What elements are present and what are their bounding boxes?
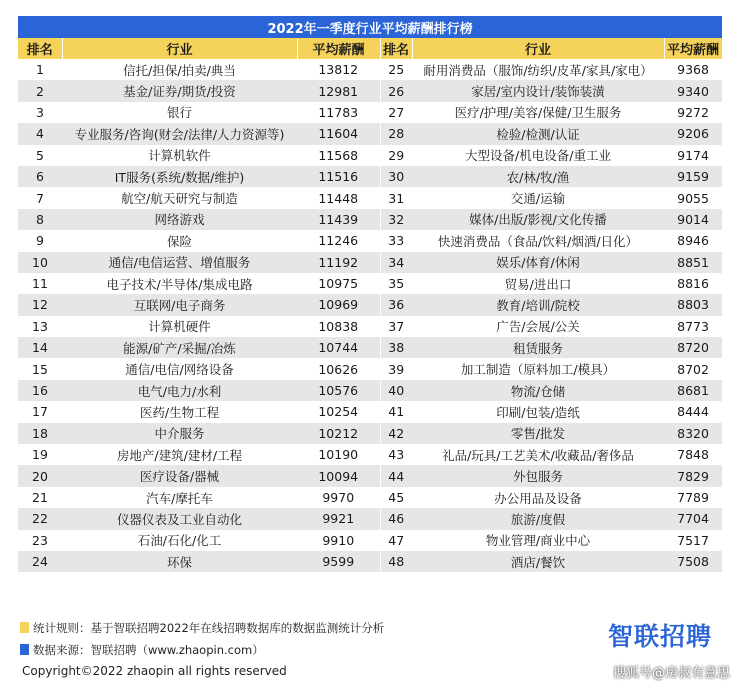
- table-row: [18, 187, 722, 208]
- left-rank-cell: 24: [18, 551, 62, 572]
- right-rank-cell: 28: [380, 123, 412, 144]
- right-salary-cell: 8320: [664, 423, 722, 444]
- left-industry-cell: 中介服务: [62, 423, 297, 444]
- left-industry-cell: 专业服务/咨询(财会/法律/人力资源等): [62, 123, 297, 144]
- left-rank-cell: 16: [18, 380, 62, 401]
- left-industry-cell: 房地产/建筑/建材/工程: [62, 444, 297, 465]
- right-rank-cell: 40: [380, 380, 412, 401]
- left-industry-cell: 环保: [62, 551, 297, 572]
- header-salary-right: 平均薪酬: [664, 38, 722, 59]
- left-salary-cell: 11783: [297, 102, 380, 123]
- right-rank-cell: 27: [380, 102, 412, 123]
- header-rank-left: 排名: [18, 38, 62, 59]
- left-salary-cell: 10212: [297, 423, 380, 444]
- watermark-text: 搜狐号@房叔有意思: [612, 666, 730, 681]
- table-title: 2022年一季度行业平均薪酬排行榜: [18, 16, 722, 38]
- right-industry-cell: 耐用消费品（服饰/纺织/皮革/家具/家电）: [412, 59, 664, 80]
- left-rank-cell: 7: [18, 187, 62, 208]
- table-body: [18, 59, 722, 572]
- right-industry-cell: 办公用品及设备: [412, 487, 664, 508]
- table-header-row: [18, 38, 722, 59]
- table-row: [18, 80, 722, 101]
- salary-ranking-table: [18, 16, 723, 572]
- left-rank-cell: 23: [18, 530, 62, 551]
- right-industry-cell: 教育/培训/院校: [412, 294, 664, 315]
- right-rank-cell: 35: [380, 273, 412, 294]
- left-salary-cell: 10744: [297, 337, 380, 358]
- left-rank-cell: 1: [18, 59, 62, 80]
- right-rank-cell: 41: [380, 401, 412, 422]
- table-row: [18, 209, 722, 230]
- left-industry-cell: 电气/电力/水利: [62, 380, 297, 401]
- table-row: [18, 102, 722, 123]
- right-industry-cell: 媒体/出版/影视/文化传播: [412, 209, 664, 230]
- source-note: [20, 642, 264, 658]
- table-row: [18, 252, 722, 273]
- left-industry-cell: 石油/石化/化工: [62, 530, 297, 551]
- right-rank-cell: 33: [380, 230, 412, 251]
- left-salary-cell: 10190: [297, 444, 380, 465]
- left-industry-cell: 电子技术/半导体/集成电路: [62, 273, 297, 294]
- left-salary-cell: 11604: [297, 123, 380, 144]
- right-salary-cell: 7829: [664, 465, 722, 486]
- right-rank-cell: 37: [380, 316, 412, 337]
- left-industry-cell: 网络游戏: [62, 209, 297, 230]
- right-rank-cell: 31: [380, 187, 412, 208]
- rule-marker: [20, 622, 29, 633]
- header-industry-left: 行业: [62, 38, 297, 59]
- left-salary-cell: 9599: [297, 551, 380, 572]
- table-row: [18, 487, 722, 508]
- table-row: [18, 316, 722, 337]
- rule-note: [20, 620, 384, 636]
- right-rank-cell: 38: [380, 337, 412, 358]
- left-industry-cell: IT服务(系统/数据/维护): [62, 166, 297, 187]
- right-industry-cell: 医疗/护理/美容/保健/卫生服务: [412, 102, 664, 123]
- right-industry-cell: 加工制造（原料加工/模具）: [412, 358, 664, 379]
- table-row: [18, 508, 722, 529]
- left-salary-cell: 9921: [297, 508, 380, 529]
- table-row: [18, 145, 722, 166]
- right-rank-cell: 48: [380, 551, 412, 572]
- right-salary-cell: 7789: [664, 487, 722, 508]
- right-salary-cell: 9340: [664, 80, 722, 101]
- right-salary-cell: 9174: [664, 145, 722, 166]
- table-row: [18, 551, 722, 572]
- copyright-text: Copyright©2022 zhaopin all rights reserved: [22, 664, 287, 678]
- left-salary-cell: 10094: [297, 465, 380, 486]
- table-row: [18, 230, 722, 251]
- right-rank-cell: 42: [380, 423, 412, 444]
- right-industry-cell: 印刷/包装/造纸: [412, 401, 664, 422]
- right-industry-cell: 物业管理/商业中心: [412, 530, 664, 551]
- right-salary-cell: 9206: [664, 123, 722, 144]
- table-row: [18, 273, 722, 294]
- right-industry-cell: 检验/检测/认证: [412, 123, 664, 144]
- left-rank-cell: 19: [18, 444, 62, 465]
- right-industry-cell: 租赁服务: [412, 337, 664, 358]
- left-industry-cell: 银行: [62, 102, 297, 123]
- right-rank-cell: 44: [380, 465, 412, 486]
- right-salary-cell: 8946: [664, 230, 722, 251]
- right-rank-cell: 45: [380, 487, 412, 508]
- right-rank-cell: 26: [380, 80, 412, 101]
- right-industry-cell: 交通/运输: [412, 187, 664, 208]
- left-rank-cell: 15: [18, 358, 62, 379]
- left-salary-cell: 9910: [297, 530, 380, 551]
- left-industry-cell: 保险: [62, 230, 297, 251]
- left-rank-cell: 17: [18, 401, 62, 422]
- right-salary-cell: 8773: [664, 316, 722, 337]
- right-industry-cell: 物流/仓储: [412, 380, 664, 401]
- left-industry-cell: 医药/生物工程: [62, 401, 297, 422]
- right-rank-cell: 36: [380, 294, 412, 315]
- left-salary-cell: 10626: [297, 358, 380, 379]
- left-rank-cell: 4: [18, 123, 62, 144]
- left-salary-cell: 11192: [297, 252, 380, 273]
- left-industry-cell: 通信/电信/网络设备: [62, 358, 297, 379]
- right-salary-cell: 8803: [664, 294, 722, 315]
- left-salary-cell: 9970: [297, 487, 380, 508]
- right-industry-cell: 贸易/进出口: [412, 273, 664, 294]
- right-rank-cell: 29: [380, 145, 412, 166]
- left-industry-cell: 能源/矿产/采掘/冶炼: [62, 337, 297, 358]
- right-salary-cell: 7704: [664, 508, 722, 529]
- left-rank-cell: 20: [18, 465, 62, 486]
- right-rank-cell: 32: [380, 209, 412, 230]
- table-row: [18, 444, 722, 465]
- right-salary-cell: 9368: [664, 59, 722, 80]
- table-row: [18, 423, 722, 444]
- left-industry-cell: 信托/担保/拍卖/典当: [62, 59, 297, 80]
- source-marker: [20, 644, 29, 655]
- right-rank-cell: 25: [380, 59, 412, 80]
- right-industry-cell: 家居/室内设计/装饰装潢: [412, 80, 664, 101]
- right-rank-cell: 46: [380, 508, 412, 529]
- left-rank-cell: 18: [18, 423, 62, 444]
- left-salary-cell: 10969: [297, 294, 380, 315]
- right-rank-cell: 39: [380, 358, 412, 379]
- left-salary-cell: 10576: [297, 380, 380, 401]
- table-row: [18, 530, 722, 551]
- table-title-row: [18, 16, 722, 38]
- table-row: [18, 465, 722, 486]
- table-row: [18, 123, 722, 144]
- table-row: [18, 294, 722, 315]
- left-salary-cell: 11246: [297, 230, 380, 251]
- source-text: 数据来源：智联招聘（www.zhaopin.com）: [33, 643, 264, 657]
- left-salary-cell: 10975: [297, 273, 380, 294]
- right-salary-cell: 8702: [664, 358, 722, 379]
- left-industry-cell: 医疗设备/器械: [62, 465, 297, 486]
- rule-text: 统计规则：基于智联招聘2022年在线招聘数据库的数据监测统计分析: [33, 621, 385, 635]
- left-rank-cell: 8: [18, 209, 62, 230]
- right-salary-cell: 9159: [664, 166, 722, 187]
- left-salary-cell: 10838: [297, 316, 380, 337]
- right-salary-cell: 9055: [664, 187, 722, 208]
- table-row: [18, 59, 722, 80]
- left-rank-cell: 13: [18, 316, 62, 337]
- right-salary-cell: 8681: [664, 380, 722, 401]
- header-salary-left: 平均薪酬: [297, 38, 380, 59]
- left-industry-cell: 汽车/摩托车: [62, 487, 297, 508]
- right-salary-cell: 8720: [664, 337, 722, 358]
- left-industry-cell: 计算机软件: [62, 145, 297, 166]
- left-rank-cell: 14: [18, 337, 62, 358]
- left-salary-cell: 13812: [297, 59, 380, 80]
- left-salary-cell: 11439: [297, 209, 380, 230]
- right-rank-cell: 47: [380, 530, 412, 551]
- left-salary-cell: 11516: [297, 166, 380, 187]
- right-industry-cell: 大型设备/机电设备/重工业: [412, 145, 664, 166]
- right-salary-cell: 7848: [664, 444, 722, 465]
- left-rank-cell: 21: [18, 487, 62, 508]
- left-rank-cell: 6: [18, 166, 62, 187]
- left-rank-cell: 2: [18, 80, 62, 101]
- left-rank-cell: 22: [18, 508, 62, 529]
- right-rank-cell: 34: [380, 252, 412, 273]
- left-rank-cell: 9: [18, 230, 62, 251]
- right-rank-cell: 43: [380, 444, 412, 465]
- right-industry-cell: 旅游/度假: [412, 508, 664, 529]
- left-industry-cell: 互联网/电子商务: [62, 294, 297, 315]
- right-salary-cell: 7508: [664, 551, 722, 572]
- left-industry-cell: 航空/航天研究与制造: [62, 187, 297, 208]
- left-salary-cell: 12981: [297, 80, 380, 101]
- right-industry-cell: 酒店/餐饮: [412, 551, 664, 572]
- table-row: [18, 166, 722, 187]
- right-rank-cell: 30: [380, 166, 412, 187]
- table-row: [18, 358, 722, 379]
- left-industry-cell: 基金/证券/期货/投资: [62, 80, 297, 101]
- header-industry-right: 行业: [412, 38, 664, 59]
- left-salary-cell: 11448: [297, 187, 380, 208]
- right-salary-cell: 8816: [664, 273, 722, 294]
- right-salary-cell: 9272: [664, 102, 722, 123]
- right-salary-cell: 8444: [664, 401, 722, 422]
- right-industry-cell: 农/林/牧/渔: [412, 166, 664, 187]
- left-salary-cell: 11568: [297, 145, 380, 166]
- table-row: [18, 401, 722, 422]
- left-rank-cell: 10: [18, 252, 62, 273]
- right-salary-cell: 9014: [664, 209, 722, 230]
- left-rank-cell: 12: [18, 294, 62, 315]
- right-industry-cell: 快速消费品（食品/饮料/烟酒/日化）: [412, 230, 664, 251]
- left-industry-cell: 仪器仪表及工业自动化: [62, 508, 297, 529]
- right-salary-cell: 8851: [664, 252, 722, 273]
- right-industry-cell: 礼品/玩具/工艺美术/收藏品/奢侈品: [412, 444, 664, 465]
- right-industry-cell: 外包服务: [412, 465, 664, 486]
- right-industry-cell: 娱乐/体育/休闲: [412, 252, 664, 273]
- left-rank-cell: 5: [18, 145, 62, 166]
- table-row: [18, 337, 722, 358]
- header-rank-right: 排名: [380, 38, 412, 59]
- left-rank-cell: 3: [18, 102, 62, 123]
- right-industry-cell: 广告/会展/公关: [412, 316, 664, 337]
- zhaopin-logo: 智联招聘: [608, 622, 713, 651]
- right-salary-cell: 7517: [664, 530, 722, 551]
- left-industry-cell: 通信/电信运营、增值服务: [62, 252, 297, 273]
- left-rank-cell: 11: [18, 273, 62, 294]
- left-industry-cell: 计算机硬件: [62, 316, 297, 337]
- right-industry-cell: 零售/批发: [412, 423, 664, 444]
- table-row: [18, 380, 722, 401]
- left-salary-cell: 10254: [297, 401, 380, 422]
